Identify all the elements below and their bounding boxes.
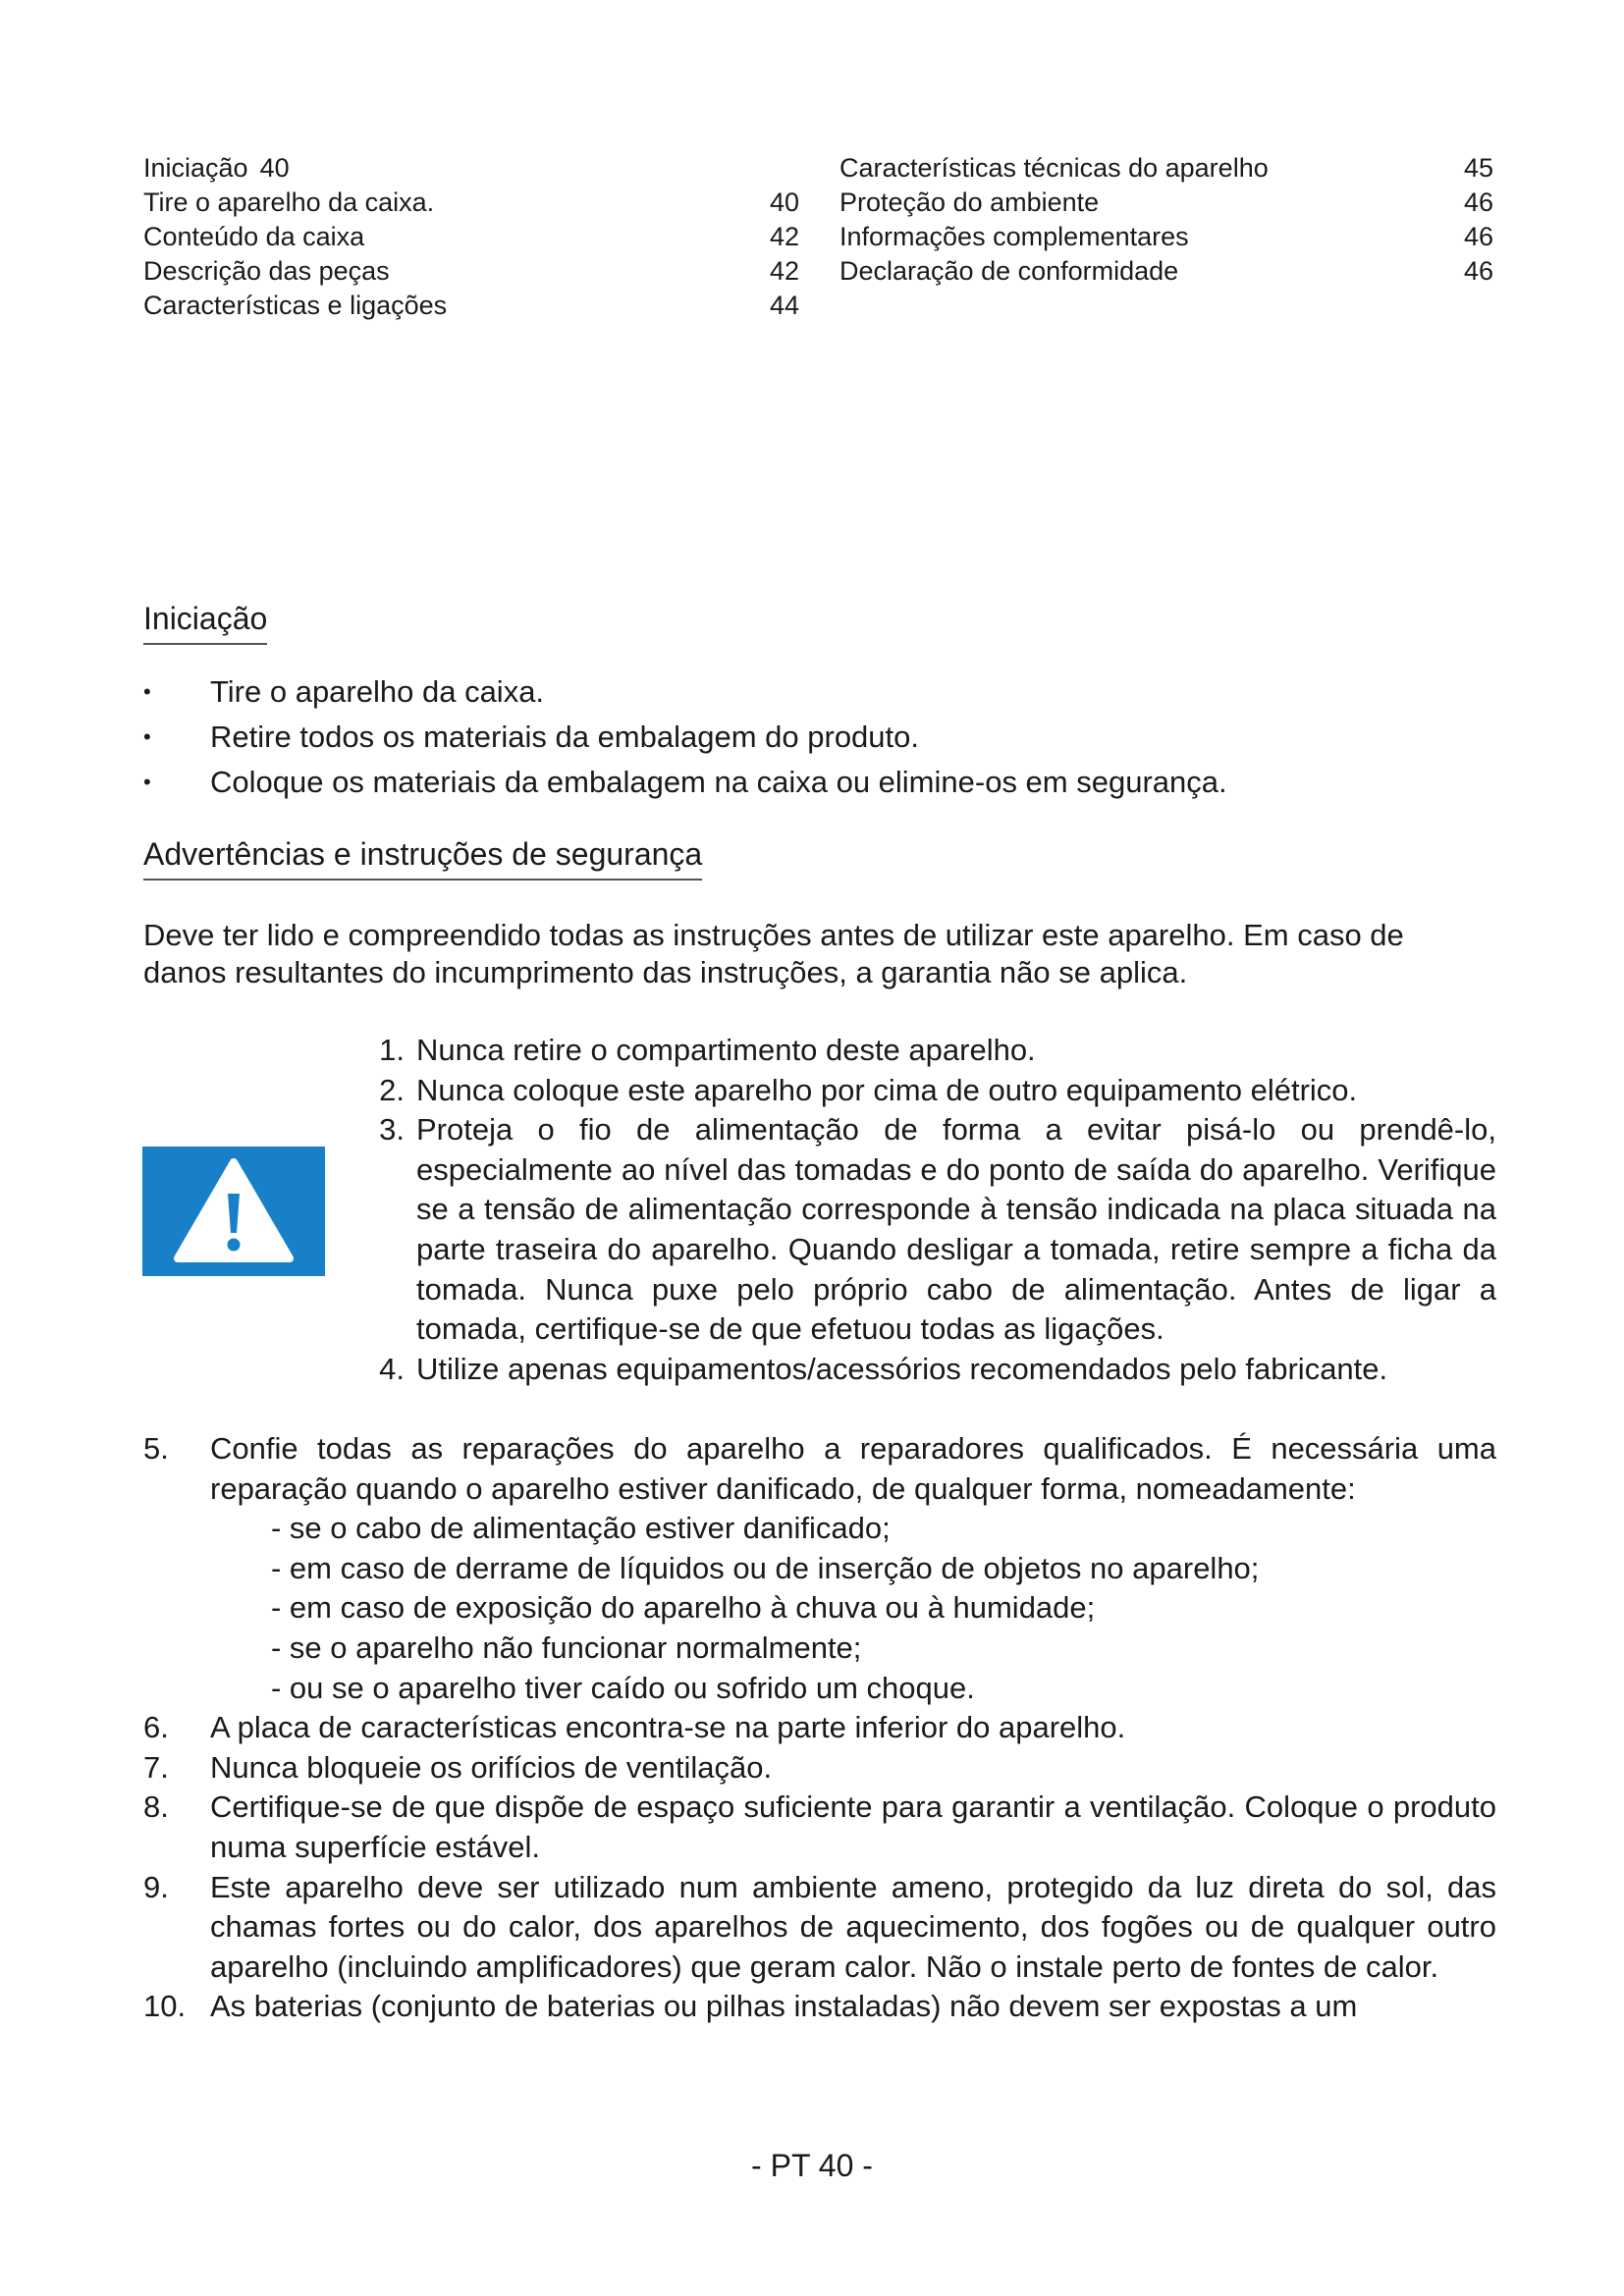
- dash-item: - em caso de exposição do aparelho à chuva ou à humidade;: [271, 1590, 1096, 1626]
- list-item-number: 2.: [379, 1072, 405, 1107]
- list-item: [143, 1788, 1496, 1867]
- list-item: [143, 1429, 1496, 1708]
- safety-list-main: [143, 1429, 1496, 2027]
- list-item-number: 3.: [379, 1112, 405, 1148]
- toc-entry[interactable]: [839, 151, 1493, 186]
- list-item-text: Tire o aparelho da caixa.: [210, 674, 545, 709]
- toc-entry-title: Informações complementares: [839, 222, 1189, 251]
- toc-entry-title: Declaração de conformidade: [839, 256, 1179, 286]
- dash-item: - se o cabo de alimentação estiver danificado;: [271, 1511, 891, 1546]
- list-item-number: 8.: [143, 1789, 169, 1825]
- list-item: [143, 1748, 1496, 1789]
- warning-triangle-icon: [142, 1147, 325, 1276]
- toc-entry-page: 40: [769, 187, 799, 217]
- toc-entry-page: 46: [1463, 187, 1493, 217]
- section-heading-iniciacao: Iniciação: [143, 601, 267, 645]
- list-item: [143, 1868, 1496, 1988]
- list-item-text: Certifique-se de que dispõe de espaço suficiente para garantir a ventilação. Coloque o produto numa superfície estável.: [210, 1789, 1496, 1864]
- toc-entry-page: 46: [1463, 256, 1493, 286]
- toc-entry-page: 45: [1463, 153, 1493, 183]
- list-item-text: Nunca coloque este aparelho por cima de outro equipamento elétrico.: [416, 1072, 1358, 1107]
- list-item: [359, 1071, 1496, 1111]
- toc-left-column: [143, 151, 799, 323]
- list-item: [359, 1031, 1496, 1071]
- toc-entry[interactable]: [143, 289, 799, 323]
- start-bullet-list: [143, 669, 1227, 805]
- list-item-text: Utilize apenas equipamentos/acessórios recomendados pelo fabricante.: [416, 1351, 1388, 1386]
- list-item-number: 10.: [143, 1989, 187, 2024]
- list-item-text: Retire todos os materiais da embalagem do produto.: [210, 720, 920, 754]
- dash-item: - se o aparelho não funcionar normalmente;: [271, 1629, 862, 1665]
- bullet-icon: •: [143, 724, 151, 749]
- safety-intro-paragraph: Deve ter lido e compreendido todas as instruções antes de utilizar este aparelho. Em caso de danos resultantes do incumprimento das instruções, a garantia não se aplica.: [143, 918, 1404, 989]
- toc-entry-title: Conteúdo da caixa: [143, 222, 365, 251]
- dash-item: - ou se o aparelho tiver caído ou sofrido um choque.: [271, 1670, 975, 1705]
- list-item-text: Coloque os materiais da embalagem na caixa ou elimine-os em segurança.: [210, 765, 1227, 799]
- list-item-number: 1.: [379, 1033, 405, 1067]
- toc-entry-page: 44: [769, 291, 799, 320]
- toc-entry[interactable]: [143, 151, 799, 186]
- list-item: [143, 715, 1227, 760]
- toc-entry-title: Iniciação: [143, 153, 248, 183]
- list-item: [143, 1987, 1496, 2027]
- list-item-number: 9.: [143, 1869, 169, 1904]
- bullet-icon: •: [143, 679, 151, 704]
- toc-entry-title: Tire o aparelho da caixa.: [143, 187, 435, 217]
- list-item: [359, 1350, 1496, 1390]
- toc-entry[interactable]: [143, 220, 799, 254]
- toc-entry-title: Descrição das peças: [143, 256, 390, 286]
- toc-entry-page: 46: [1463, 222, 1493, 251]
- toc-entry-page: 42: [769, 256, 799, 286]
- list-item: [143, 760, 1227, 805]
- list-item: [143, 1708, 1496, 1748]
- list-item-number: 5.: [143, 1431, 169, 1466]
- toc-right-column: [839, 151, 1493, 289]
- dash-item: - em caso de derrame de líquidos ou de inserção de objetos no aparelho;: [271, 1550, 1260, 1585]
- safety-list-indented: [359, 1031, 1496, 1389]
- list-item-text: Este aparelho deve ser utilizado num ambiente ameno, protegido da luz direta do sol, das chamas fortes ou do calor, dos aparelhos de aquecimento, dos fogões ou de qualquer outro aparelho (incluindo amplificadores) que geram calor. Não o instale perto de fontes de calor.: [210, 1869, 1496, 1984]
- bullet-icon: •: [143, 770, 151, 794]
- list-item-number: 4.: [379, 1351, 405, 1386]
- list-item-text: Nunca bloqueie os orifícios de ventilação.: [210, 1749, 773, 1785]
- toc-entry[interactable]: [839, 220, 1493, 254]
- section-heading-safety: Advertências e instruções de segurança: [143, 836, 702, 881]
- list-item-text: A placa de características encontra-se na parte inferior do aparelho.: [210, 1710, 1126, 1745]
- toc-entry-title: Proteção do ambiente: [839, 187, 1100, 217]
- toc-entry[interactable]: [839, 254, 1493, 289]
- list-item-number: 6.: [143, 1710, 169, 1745]
- page-number-footer: - PT 40 -: [751, 2148, 873, 2183]
- list-item-text: Nunca retire o compartimento deste aparelho.: [416, 1033, 1036, 1067]
- toc-entry-page: 40: [259, 153, 290, 183]
- list-item-number: 7.: [143, 1749, 169, 1785]
- toc-entry-title: Características técnicas do aparelho: [839, 153, 1269, 183]
- toc-entry[interactable]: [143, 254, 799, 289]
- list-item: [143, 669, 1227, 715]
- list-item-text: Proteja o fio de alimentação de forma a evitar pisá-lo ou prendê-lo, especialmente ao nível das tomadas e do ponto de saída do aparelho. Verifique se a tensão de alimentação corresponde à tensão indicada na placa situada na parte traseira do aparelho. Quando desligar a tomada, retire sempre a ficha da tomada. Nunca puxe pelo próprio cabo de alimentação. Antes de ligar a tomada, certifique-se de que efetuou todas as ligações.: [416, 1112, 1496, 1347]
- toc-entry-page: 42: [769, 222, 799, 251]
- damage-conditions-list: [210, 1509, 1496, 1708]
- list-item-text: As baterias (conjunto de baterias ou pilhas instaladas) não devem ser expostas a um: [210, 1989, 1358, 2024]
- toc-entry[interactable]: [839, 186, 1493, 220]
- toc-entry-title: Características e ligações: [143, 291, 448, 320]
- toc-entry[interactable]: [143, 186, 799, 220]
- list-item-text: Confie todas as reparações do aparelho a reparadores qualificados. É necessária uma reparação quando o aparelho estiver danificado, de qualquer forma, nomeadamente:: [210, 1431, 1496, 1506]
- list-item: [359, 1110, 1496, 1350]
